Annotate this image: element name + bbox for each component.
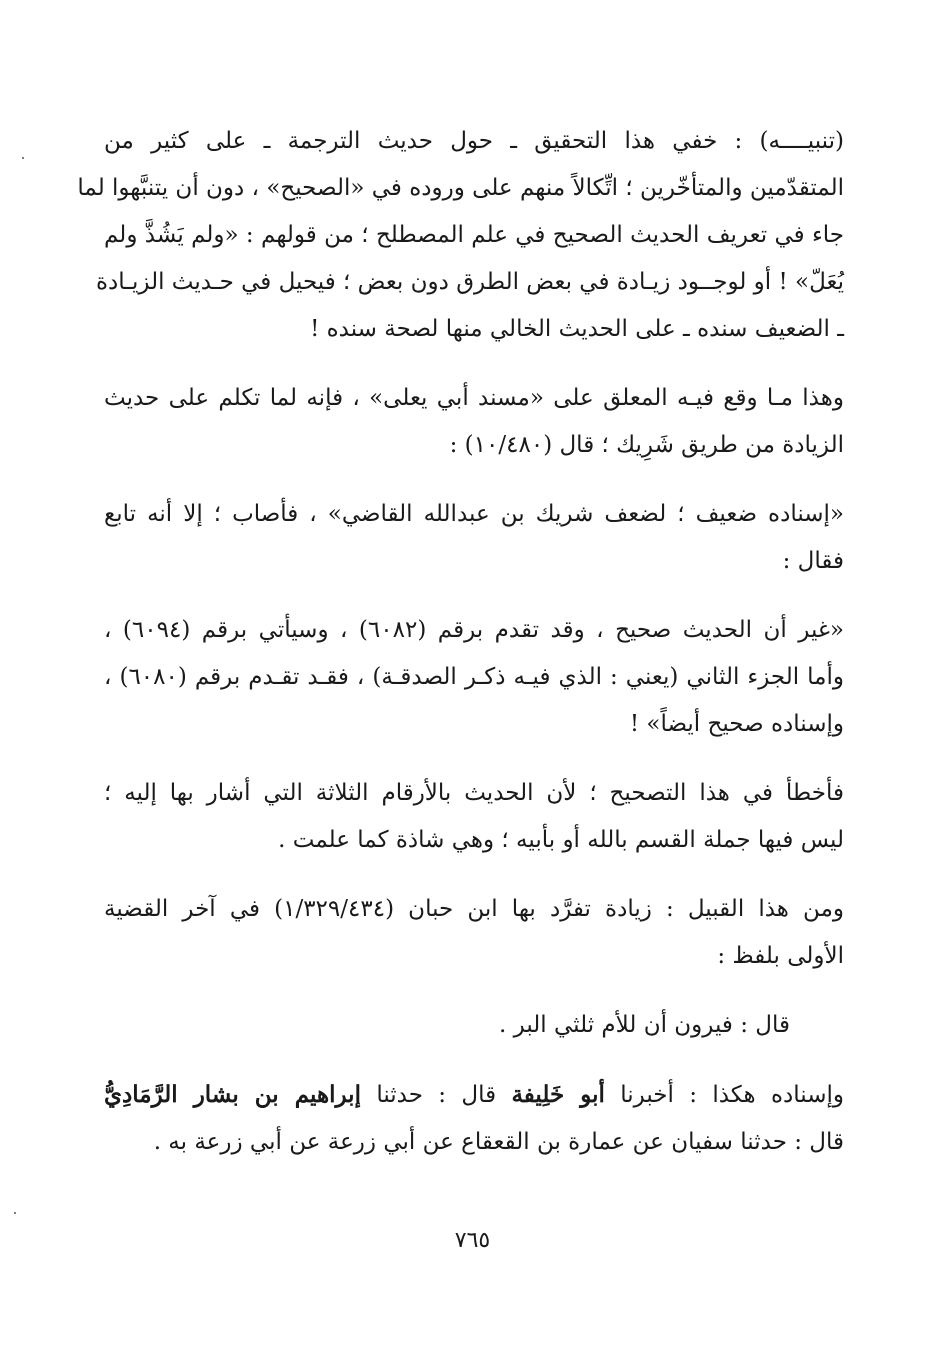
scan-speck — [22, 157, 24, 159]
page-body — [77, 118, 845, 1188]
note-paragraph — [77, 118, 844, 353]
text-line: الأولى بلفظ : — [717, 943, 844, 969]
text-line: «إسناده ضعيف ؛ لضعف شريك بن عبدالله القاضي» ، فأصاب ؛ إلا أنه تابع — [104, 501, 844, 527]
page-number: ٧٦٥ — [454, 1228, 491, 1253]
scan-speck — [14, 1212, 16, 1214]
isnad-line: قال : حدثنا سفيان عن عمارة بن القعقاع عن أبي زرعة عن أبي زرعة به . — [153, 1129, 844, 1155]
text-line: «غير أن الحديث صحيح ، وقد تقدم برقم (٦٠٨٢) ، وسيأتي برقم (٦٠٩٤) ، — [104, 617, 845, 643]
text-line: وأما الجزء الثاني (يعني : الذي فيـه ذكـر الصدقـة) ، فقـد تقـدم برقم (٦٠٨٠) ، — [104, 664, 844, 690]
isnad-prefix: وإسناده هكذا : أخبرنا — [604, 1082, 844, 1108]
commentary-paragraph — [104, 770, 844, 864]
commentary-paragraph — [104, 375, 844, 469]
text-line: جاء في تعريف الحديث الصحيح في علم المصطلح ؛ من قولهم : «ولم يَشُذَّ ولم — [104, 222, 844, 248]
quoted-paragraph — [104, 491, 844, 585]
text-line: وهذا مـا وقع فيـه المعلق على «مسند أبي يعلى» ، فإنه لما تكلم على حديث — [104, 385, 844, 411]
commentary-paragraph — [104, 886, 844, 980]
isnad-middle: قال : حدثنا — [360, 1082, 512, 1108]
isnad-paragraph — [104, 1071, 844, 1166]
isnad-line — [104, 1071, 844, 1119]
narrator-name: إبراهيم بن بشار الرَّمَادِيُّ — [104, 1081, 361, 1108]
hadith-quote-line: قال : فيرون أن للأم ثلثي البر . — [499, 1012, 790, 1038]
quoted-paragraph — [104, 607, 844, 748]
text-line: الزيادة من طريق شَرِيك ؛ قال (١٠/٤٨٠) : — [449, 432, 844, 458]
narrator-name: أبو خَلِيفة — [511, 1081, 605, 1108]
text-line: وإسناده صحيح أيضاً» ! — [629, 711, 844, 737]
text-line: المتقدّمين والمتأخّرين ؛ اتِّكالاً منهم على وروده في «الصحيح» ، دون أن يتنبَّهوا لما — [77, 175, 844, 201]
text-line: فقال : — [782, 548, 844, 574]
text-line: ـ الضعيف سنده ـ على الحديث الخالي منها لصحة سنده ! — [310, 316, 844, 342]
text-line: فأخطأ في هذا التصحيح ؛ لأن الحديث بالأرقام الثلاثة التي أشار بها إليه ؛ — [104, 780, 844, 806]
text-line: يُعَلّ» ! أو لوجــود زيـادة في بعض الطرق دون بعض ؛ فيحيل في حـديث الزيـادة — [95, 269, 844, 295]
text-line: ومن هذا القبيل : زيادة تفرَّد بها ابن حبان (١/٣٢٩/٤٣٤) في آخر القضية — [104, 896, 844, 922]
text-line: (تنبيــــه) : خفي هذا التحقيق ـ حول حديث الترجمة ـ على كثير من — [104, 128, 844, 154]
text-line: ليس فيها جملة القسم بالله أو بأبيه ؛ وهي شاذة كما علمت . — [278, 827, 844, 853]
